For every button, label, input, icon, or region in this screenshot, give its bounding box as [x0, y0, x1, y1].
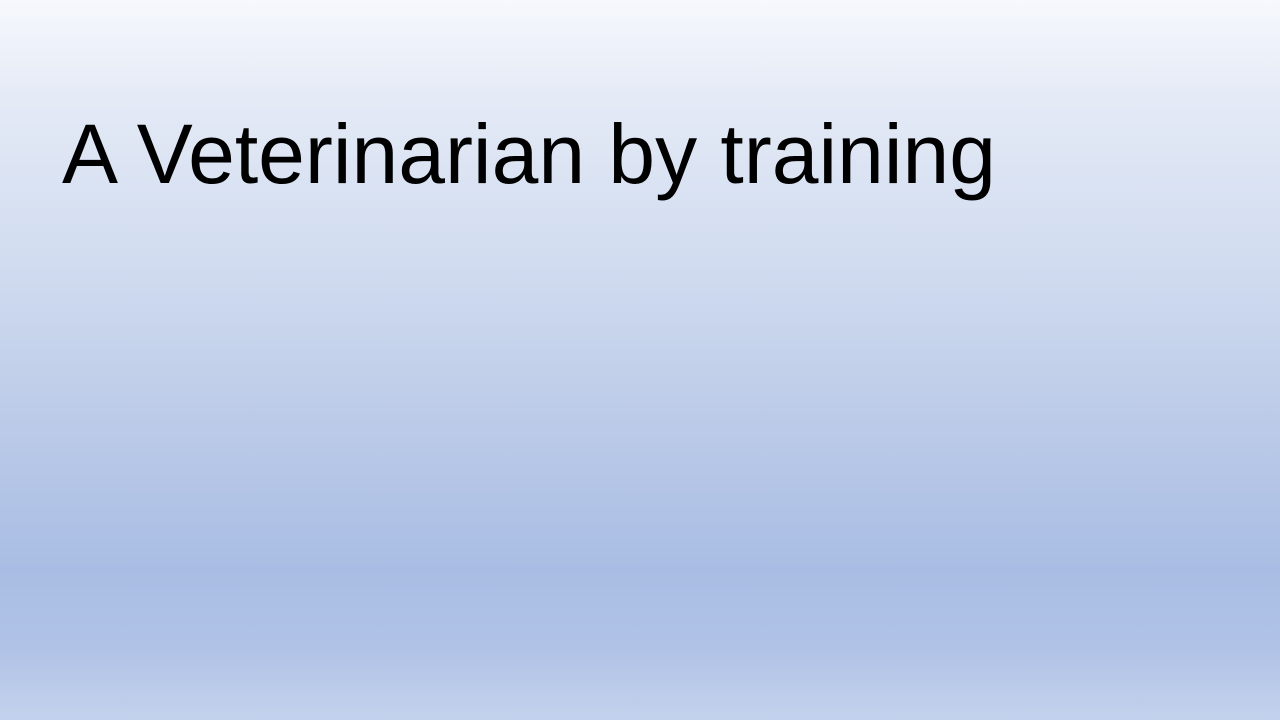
slide-title: A Veterinarian by training — [62, 107, 996, 201]
